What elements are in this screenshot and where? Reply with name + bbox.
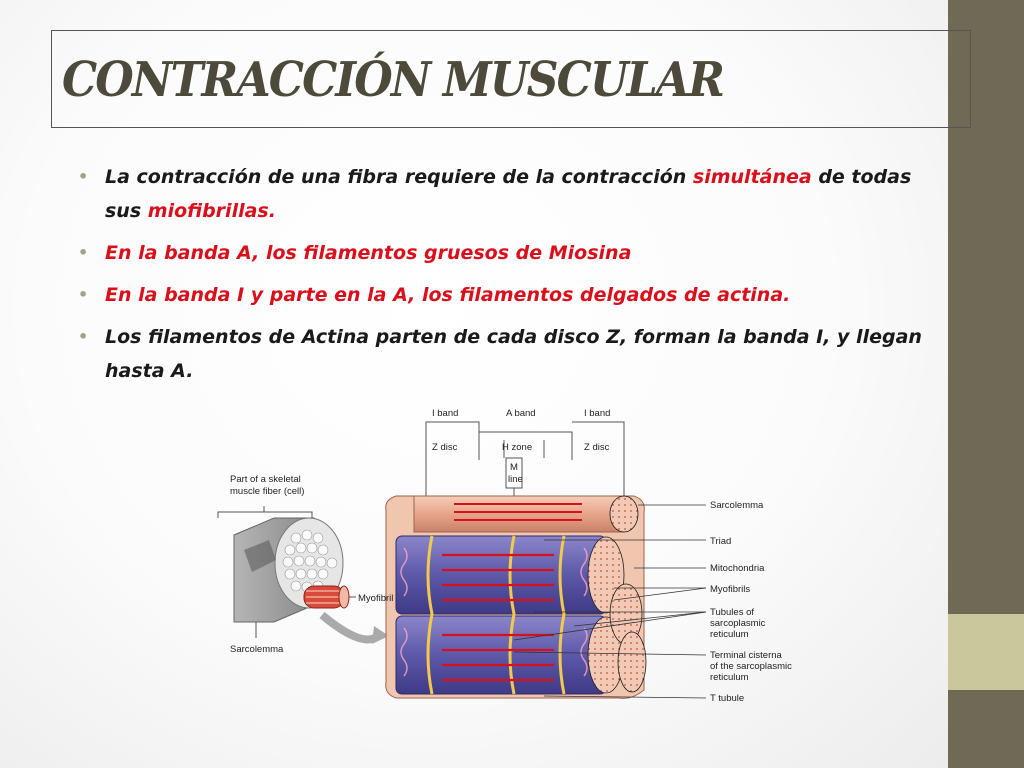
myofibril-bundle (386, 496, 646, 698)
label-a-band: A band (506, 408, 536, 419)
label-m-line-2: line (508, 474, 523, 485)
bullet-item (78, 236, 928, 270)
label-z-disc-left: Z disc (432, 442, 458, 453)
bullet-text-segment: La contracción de una fibra requiere de la contracción (105, 166, 693, 188)
label-myofibril: Myofibril (358, 593, 394, 604)
label-z-disc-right: Z disc (584, 442, 610, 453)
label-tubules-1: Tubules of (710, 607, 755, 618)
bullet-text-segment: simultánea (692, 166, 812, 188)
label-sarcolemma-right: Sarcolemma (710, 500, 764, 511)
muscle-fiber-diagram (214, 400, 824, 718)
bullet-dot-icon: • (78, 243, 89, 262)
skeletal-fiber-section (218, 506, 389, 644)
bullet-item (78, 160, 928, 228)
label-m-line-1: M (510, 462, 518, 473)
band-brackets (426, 422, 624, 500)
label-i-band-right: I band (584, 408, 611, 419)
bullet-item (78, 320, 928, 388)
label-cisterna-2: of the sarcoplasmic (710, 661, 792, 672)
label-tubules-2: sarcoplasmic (710, 618, 766, 629)
label-mitochondria: Mitochondria (710, 563, 765, 574)
side-decoration-accent (948, 614, 1024, 690)
bullet-list (78, 160, 928, 396)
label-h-zone: H zone (502, 442, 533, 453)
bullet-item (78, 278, 928, 312)
bullet-text-segment: de todas sus (105, 166, 912, 222)
label-t-tubule: T tubule (710, 693, 745, 704)
bullet-text-segment: Los filamentos de Actina parten de cada disco Z, forman la banda I, y llegan hasta A. (105, 326, 922, 382)
bullet-dot-icon: • (78, 285, 89, 304)
slide-title: CONTRACCIÓN MUSCULAR (62, 52, 724, 108)
label-fiber-1: Part of a skeletal (230, 474, 301, 485)
bullet-text-segment: miofibrillas. (147, 200, 276, 222)
label-sarcolemma-left: Sarcolemma (230, 644, 284, 655)
label-tubules-3: reticulum (710, 629, 749, 640)
bullet-dot-icon: • (78, 167, 89, 186)
label-fiber-2: muscle fiber (cell) (230, 486, 305, 497)
bullet-dot-icon: • (78, 327, 89, 346)
bullet-text-segment: En la banda A, los filamentos gruesos de Miosina (105, 242, 632, 264)
label-cisterna-3: reticulum (710, 672, 749, 683)
label-triad: Triad (710, 536, 732, 547)
label-cisterna-1: Terminal cisterna (710, 650, 782, 661)
label-myofibrils: Myofibrils (710, 584, 751, 595)
bullet-text-segment: En la banda I y parte en la A, los filamentos delgados de actina. (105, 284, 791, 306)
label-i-band-left: I band (432, 408, 459, 419)
